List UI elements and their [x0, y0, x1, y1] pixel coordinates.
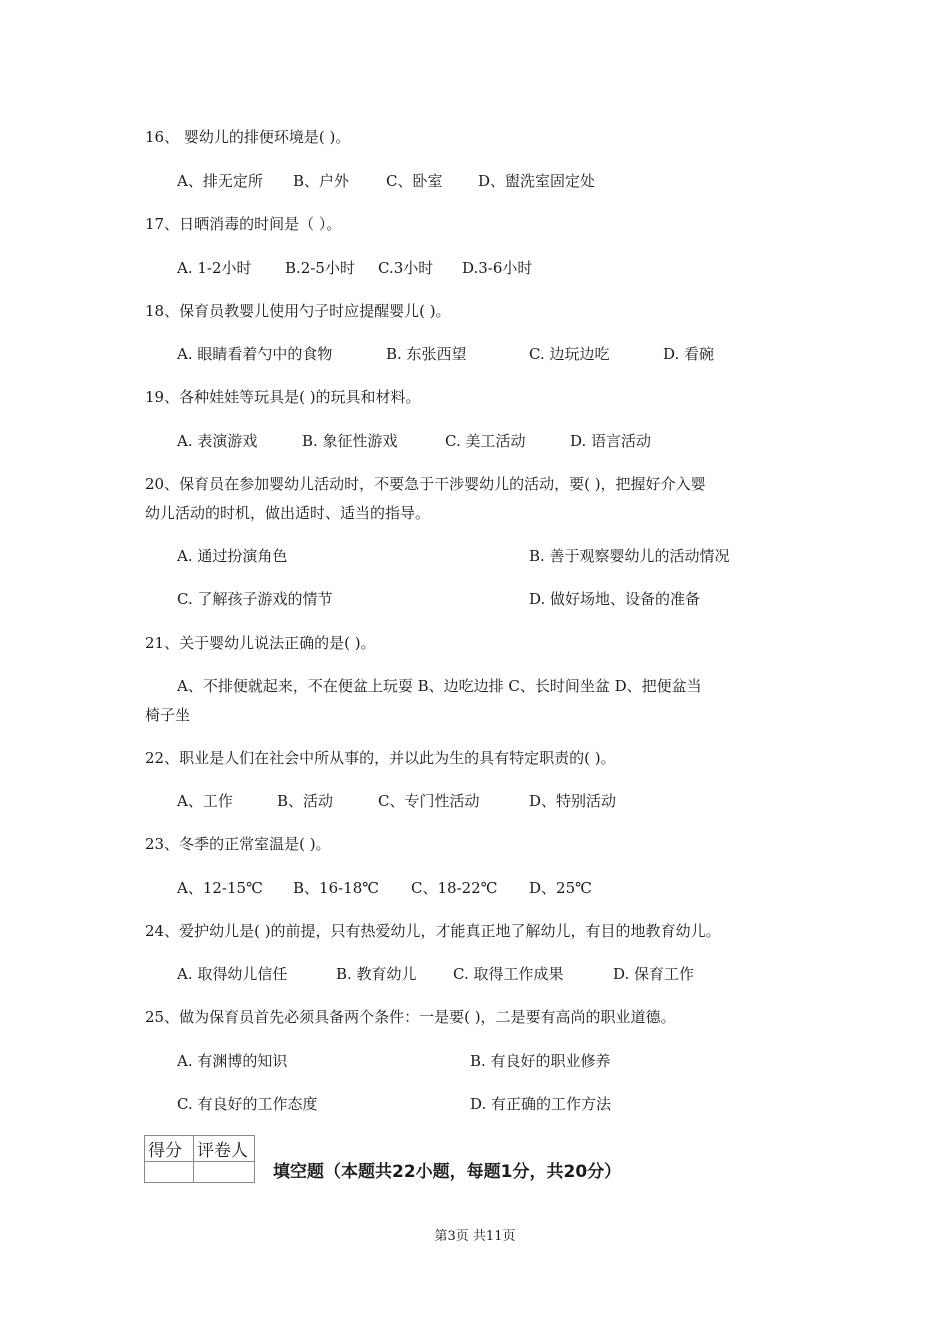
question-22-option-b: B、活动: [277, 792, 334, 810]
question-25-stem: 25、做为保育员首先必须具备两个条件：一是要( )，二是要有高尚的职业道德。: [145, 1008, 676, 1026]
question-22-option-c: C、专门性活动: [378, 792, 480, 810]
question-17-option-d: D.3-6小时: [462, 259, 533, 277]
question-25-option-d: D. 有正确的工作方法: [470, 1095, 612, 1113]
question-17-option-c: C.3小时: [378, 259, 434, 277]
question-20-option-a: A. 通过扮演角色: [177, 547, 288, 565]
score-cell: [145, 1162, 194, 1183]
question-22-option-a: A、工作: [177, 792, 233, 810]
question-20-option-d: D. 做好场地、设备的准备: [529, 590, 701, 608]
question-16-option-c: C、卧室: [386, 172, 443, 190]
question-21-options-line-1: A、不排便就起来，不在便盆上玩耍 B、边吃边排 C、长时间坐盆 D、把便盆当: [177, 677, 702, 695]
section-title: 填空题（本题共22小题，每题1分，共20分）: [273, 1162, 622, 1182]
question-24-option-c: C. 取得工作成果: [453, 965, 564, 983]
question-21-options-line-2: 椅子坐: [145, 706, 191, 724]
question-18-stem: 18、保育员教婴儿使用勺子时应提醒婴儿( )。: [145, 302, 451, 320]
question-20-stem-line-2: 幼儿活动的时机，做出适时、适当的指导。: [145, 504, 431, 522]
question-20-option-c: C. 了解孩子游戏的情节: [177, 590, 333, 608]
question-20-option-b: B. 善于观察婴幼儿的活动情况: [529, 547, 730, 565]
question-19-option-c: C. 美工活动: [445, 432, 526, 450]
question-23-option-d: D、25℃: [529, 879, 592, 897]
question-24-option-b: B. 教育幼儿: [336, 965, 417, 983]
question-16-option-d: D、盥洗室固定处: [478, 172, 596, 190]
question-19-stem: 19、各种娃娃等玩具是( )的玩具和材料。: [145, 388, 421, 406]
question-24-option-a: A. 取得幼儿信任: [177, 965, 288, 983]
question-23-option-b: B、16-18℃: [293, 879, 380, 897]
question-25-option-b: B. 有良好的职业修养: [470, 1052, 611, 1070]
question-18-option-c: C. 边玩边吃: [529, 345, 610, 363]
question-25-option-c: C. 有良好的工作态度: [177, 1095, 318, 1113]
score-header: 得分: [145, 1136, 194, 1162]
grader-header: 评卷人: [194, 1136, 255, 1162]
question-21-stem: 21、关于婴幼儿说法正确的是( )。: [145, 634, 376, 652]
question-18-option-d: D. 看碗: [663, 345, 715, 363]
question-18-option-b: B. 东张西望: [386, 345, 467, 363]
question-22-option-d: D、特别活动: [529, 792, 617, 810]
question-23-option-a: A、12-15℃: [177, 879, 263, 897]
question-17-option-a: A. 1-2小时: [177, 259, 252, 277]
question-23-option-c: C、18-22℃: [411, 879, 498, 897]
question-24-stem: 24、爱护幼儿是( )的前提，只有热爱幼儿，才能真正地了解幼儿，有目的地教育幼儿。: [145, 922, 721, 940]
question-17-option-b: B.2-5小时: [285, 259, 355, 277]
question-20-stem-line-1: 20、保育员在参加婴幼儿活动时，不要急于干涉婴幼儿的活动，要( )，把握好介入婴: [145, 475, 706, 493]
question-19-option-d: D. 语言活动: [570, 432, 652, 450]
question-19-option-a: A. 表演游戏: [177, 432, 258, 450]
question-16-option-b: B、户外: [293, 172, 350, 190]
question-18-option-a: A. 眼睛看着勺中的食物: [177, 345, 333, 363]
question-25-option-a: A. 有渊博的知识: [177, 1052, 288, 1070]
question-24-option-d: D. 保育工作: [613, 965, 695, 983]
page-footer: 第3页 共11页: [434, 1229, 516, 1244]
question-23-stem: 23、冬季的正常室温是( )。: [145, 835, 331, 853]
grader-cell: [194, 1162, 255, 1183]
question-17-stem: 17、日晒消毒的时间是（ ）。: [145, 215, 342, 233]
score-table: [144, 1135, 255, 1183]
question-16-stem: 16、 婴幼儿的排便环境是( )。: [145, 128, 351, 146]
question-16-option-a: A、排无定所: [177, 172, 263, 190]
question-19-option-b: B. 象征性游戏: [302, 432, 398, 450]
question-22-stem: 22、职业是人们在社会中所从事的，并以此为生的具有特定职责的( )。: [145, 749, 616, 767]
